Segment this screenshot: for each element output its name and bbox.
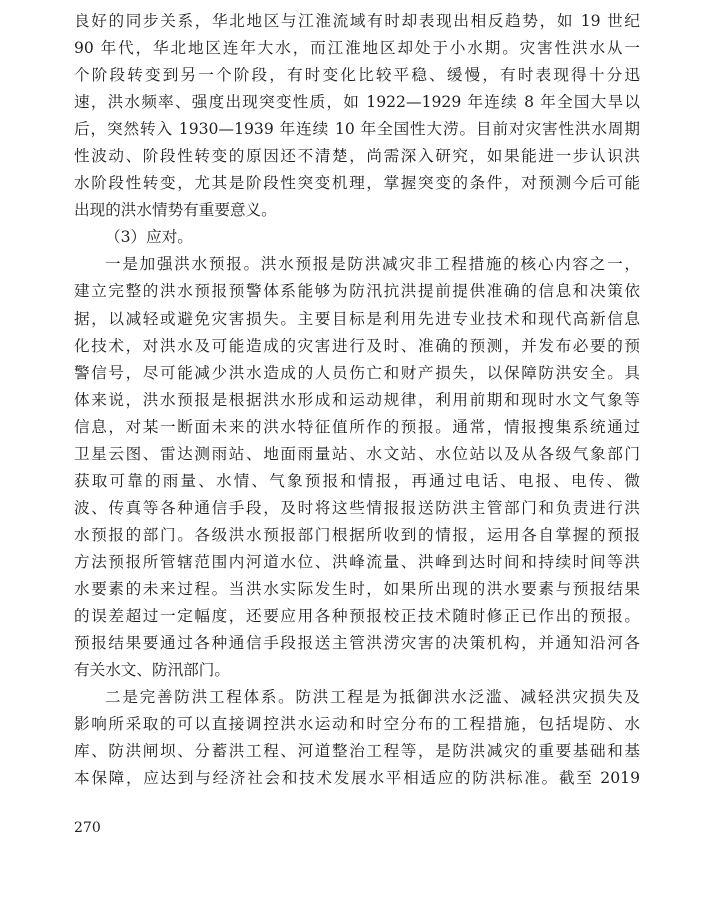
text-line: 二是完善防洪工程体系。防洪工程是为抵御洪水泛滥、减轻洪灾损失及 — [105, 688, 640, 707]
text-line: 一是加强洪水预报。洪水预报是防洪减灾非工程措施的核心内容之一， — [105, 255, 640, 274]
text-line: 信息，对某一断面未来的洪水特征值所作的预报。通常，情报搜集系统通过 — [74, 417, 640, 436]
text-line: 的误差超过一定幅度，还要应用各种预报校正技术随时修正已作出的预报。 — [74, 607, 640, 626]
text-line: 速，洪水频率、强度出现突变性质，如 1922—1929 年连续 8 年全国大旱以 — [74, 93, 640, 112]
text-line: 影响所采取的可以直接调控洪水运动和时空分布的工程措施，包括堤防、水 — [74, 715, 640, 734]
text-line: 水要素的未来过程。当洪水实际发生时，如果所出现的洪水要素与预报结果 — [74, 579, 640, 598]
text-line: 有关水文、防汛部门。 — [74, 661, 230, 680]
text-line: 良好的同步关系，华北地区与江淮流域有时却表现出相反趋势，如 19 世纪 — [74, 12, 640, 30]
text-line: 卫星云图、雷达测雨站、地面雨量站、水文站、水位站以及从各级气象部门 — [74, 444, 640, 463]
text-line: （3）应对。 — [105, 228, 193, 247]
text-line: 体来说，洪水预报是根据洪水形成和运动规律，利用前期和现时水文气象等 — [74, 390, 640, 409]
text-line: 警信号，尽可能减少洪水造成的人员伤亡和财产损失，以保障防洪安全。具 — [74, 363, 640, 382]
page-number: 270 — [74, 820, 101, 836]
text-line: 本保障，应达到与经济社会和技术发展水平相适应的防洪标准。截至 2019 — [74, 769, 640, 788]
text-line: 90 年代，华北地区连年大水，而江淮地区却处于小水期。灾害性洪水从一 — [74, 39, 640, 58]
body-text — [74, 8, 640, 792]
text-line: 获取可靠的雨量、水情、气象预报和情报，再通过电话、电报、电传、微 — [74, 471, 640, 490]
text-line: 后，突然转入 1930—1939 年连续 10 年全国性大涝。目前对灾害性洪水周期 — [74, 120, 640, 139]
text-line: 预报结果要通过各种通信手段报送主管洪涝灾害的决策机构，并通知沿河各 — [74, 634, 640, 653]
text-line: 个阶段转变到另一个阶段，有时变化比较平稳、缓慢，有时表现得十分迅 — [74, 66, 640, 85]
text-line: 库、防洪闸坝、分蓄洪工程、河道整治工程等，是防洪减灾的重要基础和基 — [74, 742, 640, 761]
text-line: 水阶段性转变，尤其是阶段性突变机理，掌握突变的条件，对预测今后可能 — [74, 174, 640, 193]
text-line: 建立完整的洪水预报预警体系能够为防汛抗洪提前提供准确的信息和决策依 — [74, 282, 640, 301]
text-line: 化技术，对洪水及可能造成的灾害进行及时、准确的预测，并发布必要的预 — [74, 336, 640, 355]
text-line: 方法预报所管辖范围内河道水位、洪峰流量、洪峰到达时间和持续时间等洪 — [74, 552, 640, 571]
text-line: 出现的洪水情势有重要意义。 — [74, 201, 277, 220]
text-line: 性波动、阶段性转变的原因还不清楚，尚需深入研究，如果能进一步认识洪 — [74, 147, 640, 166]
text-line: 波、传真等各种通信手段，及时将这些情报报送防洪主管部门和负责进行洪 — [74, 498, 640, 517]
text-line: 水预报的部门。各级洪水预报部门根据所收到的情报，运用各自掌握的预报 — [74, 525, 640, 544]
text-line: 据，以减轻或避免灾害损失。主要目标是利用先进专业技术和现代高新信息 — [74, 309, 640, 328]
